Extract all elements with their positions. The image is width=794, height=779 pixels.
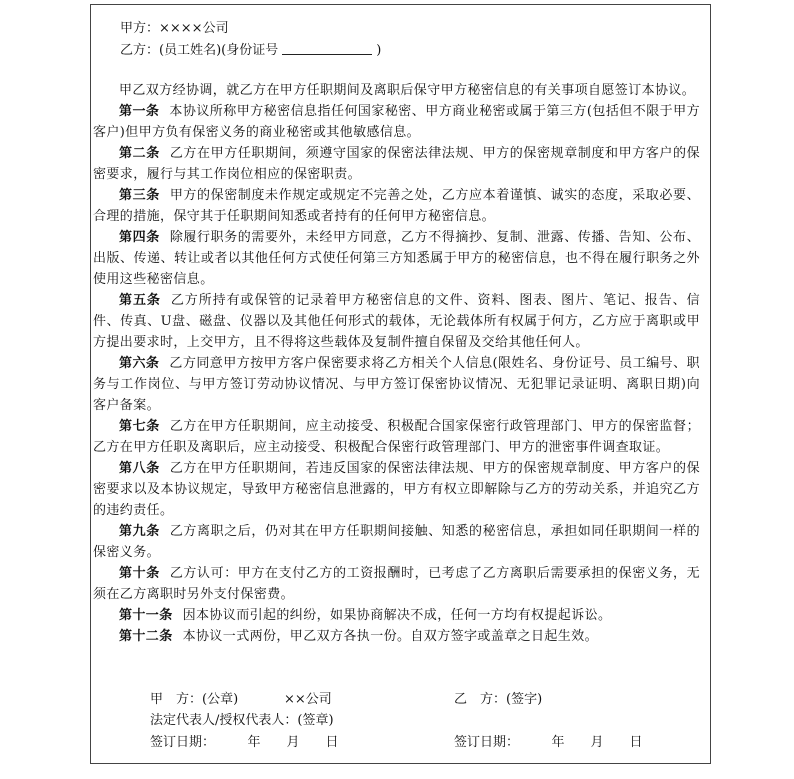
article-title: 第九条 [119, 524, 160, 539]
article-title: 第七条 [119, 419, 160, 434]
party-b-suffix: ) [376, 43, 382, 58]
article-text: 乙方认可：甲方在支付乙方的工资报酬时，已考虑了乙方离职后需要承担的保密义务，无须在乙方离职时另外支付保密费。 [93, 566, 701, 602]
article-text: 本协议所称甲方秘密信息指任何国家秘密、甲方商业秘密或属于第三方(包括但不限于甲方客户)但甲方负有保密义务的商业秘密或其他敏感信息。 [93, 104, 701, 140]
article-paragraph [93, 416, 700, 458]
date-a: 签订日期： 年 月 日 [150, 735, 339, 750]
article-title: 第三条 [119, 188, 160, 203]
article-paragraph [93, 290, 700, 353]
article-paragraph [93, 101, 700, 143]
intro-paragraph: 甲乙双方经协调，就乙方在甲方任职期间及离职后保守甲方秘密信息的有关事项自愿签订本协议。 [119, 83, 696, 98]
article-text: 乙方所持有或保管的记录着甲方秘密信息的文件、资料、图表、图片、笔记、报告、信件、传真、U盘、磁盘、仪器以及其他任何形式的载体，无论载体所有权属于何方，乙方应于离职或甲方提出要求时，上交甲方，且不得将这些载体及复制件擅自保留及交给其他任何人。 [93, 293, 701, 350]
party-b-prefix: 乙方：(员工姓名)(身份证号 [120, 43, 279, 58]
article-paragraph [93, 605, 700, 626]
party-a-sign-label: 甲 方：(公章) [150, 692, 239, 707]
article-paragraph [93, 521, 700, 563]
article-text: 甲方的保密制度未作规定或规定不完善之处，乙方应本着谨慎、诚实的态度，采取必要、合理的措施，保守其于任职期间知悉或者持有的任何甲方秘密信息。 [93, 188, 701, 224]
article-text: 因本协议而引起的纠纷，如果协商解决不成，任何一方均有权提起诉讼。 [182, 608, 612, 623]
article-paragraph [93, 185, 700, 227]
article-title: 第十一条 [119, 608, 173, 623]
party-a-company: ××公司 [284, 692, 332, 707]
article-paragraph [93, 458, 700, 521]
article-title: 第四条 [119, 230, 160, 245]
party-a-header: 甲方：××××公司 [120, 21, 229, 36]
signature-row-1 [150, 690, 542, 710]
article-title: 第六条 [119, 356, 160, 371]
party-b-header [120, 41, 381, 61]
article-text: 乙方离职之后，仍对其在甲方任职期间接触、知悉的秘密信息，承担如同任职期间一样的保密义务。 [93, 524, 701, 560]
article-title: 第一条 [119, 104, 160, 119]
article-text: 除履行职务的需要外，未经甲方同意，乙方不得摘抄、复制、泄露、传播、告知、公布、出版、传递、转让或者以其他任何方式使任何第三方知悉属于甲方的秘密信息，也不得在履行职务之外使用这些秘密信息。 [93, 230, 701, 287]
article-text: 乙方在甲方任职期间，须遵守国家的保密法律法规、甲方的保密规章制度和甲方客户的保密要求，履行与其工作岗位相应的保密职责。 [93, 146, 701, 182]
representative-line: 法定代表人/授权代表人：(签章) [150, 713, 334, 728]
agreement-body [93, 80, 700, 647]
article-title: 第十条 [119, 566, 160, 581]
article-title: 第五条 [119, 293, 161, 308]
article-text: 本协议一式两份，甲乙双方各执一份。自双方签字或盖章之日起生效。 [182, 629, 599, 644]
article-text: 乙方在甲方任职期间，若违反国家的保密法律法规、甲方的保密规章制度、甲方客户的保密要求以及本协议规定，导致甲方秘密信息泄露的，甲方有权立即解除与乙方的劳动关系，并追究乙方的违约责任。 [93, 461, 701, 518]
article-paragraph [93, 563, 700, 605]
article-text: 乙方同意甲方按甲方客户保密要求将乙方相关个人信息(限姓名、身份证号、员工编号、职务与工作岗位、与甲方签订劳动协议情况、与甲方签订保密协议情况、无犯罪记录证明、离职日期)向客户备案。 [93, 356, 701, 413]
article-title: 第十二条 [119, 629, 173, 644]
article-paragraph [93, 353, 700, 416]
article-title: 第二条 [119, 146, 160, 161]
article-text: 乙方在甲方任职期间，应主动接受、积极配合国家保密行政管理部门、甲方的保密监督；乙方在甲方任职及离职后，应主动接受、积极配合保密行政管理部门、甲方的泄密事件调查取证。 [93, 419, 701, 455]
article-paragraph [93, 626, 700, 647]
signature-row-3 [150, 733, 643, 753]
article-paragraph [93, 227, 700, 290]
article-title: 第八条 [119, 461, 160, 476]
id-number-blank [282, 41, 372, 55]
party-b-sign-label: 乙 方：(签字) [454, 692, 543, 707]
articles-list [93, 101, 700, 647]
article-paragraph [93, 143, 700, 185]
date-b: 签订日期： 年 月 日 [454, 735, 643, 750]
